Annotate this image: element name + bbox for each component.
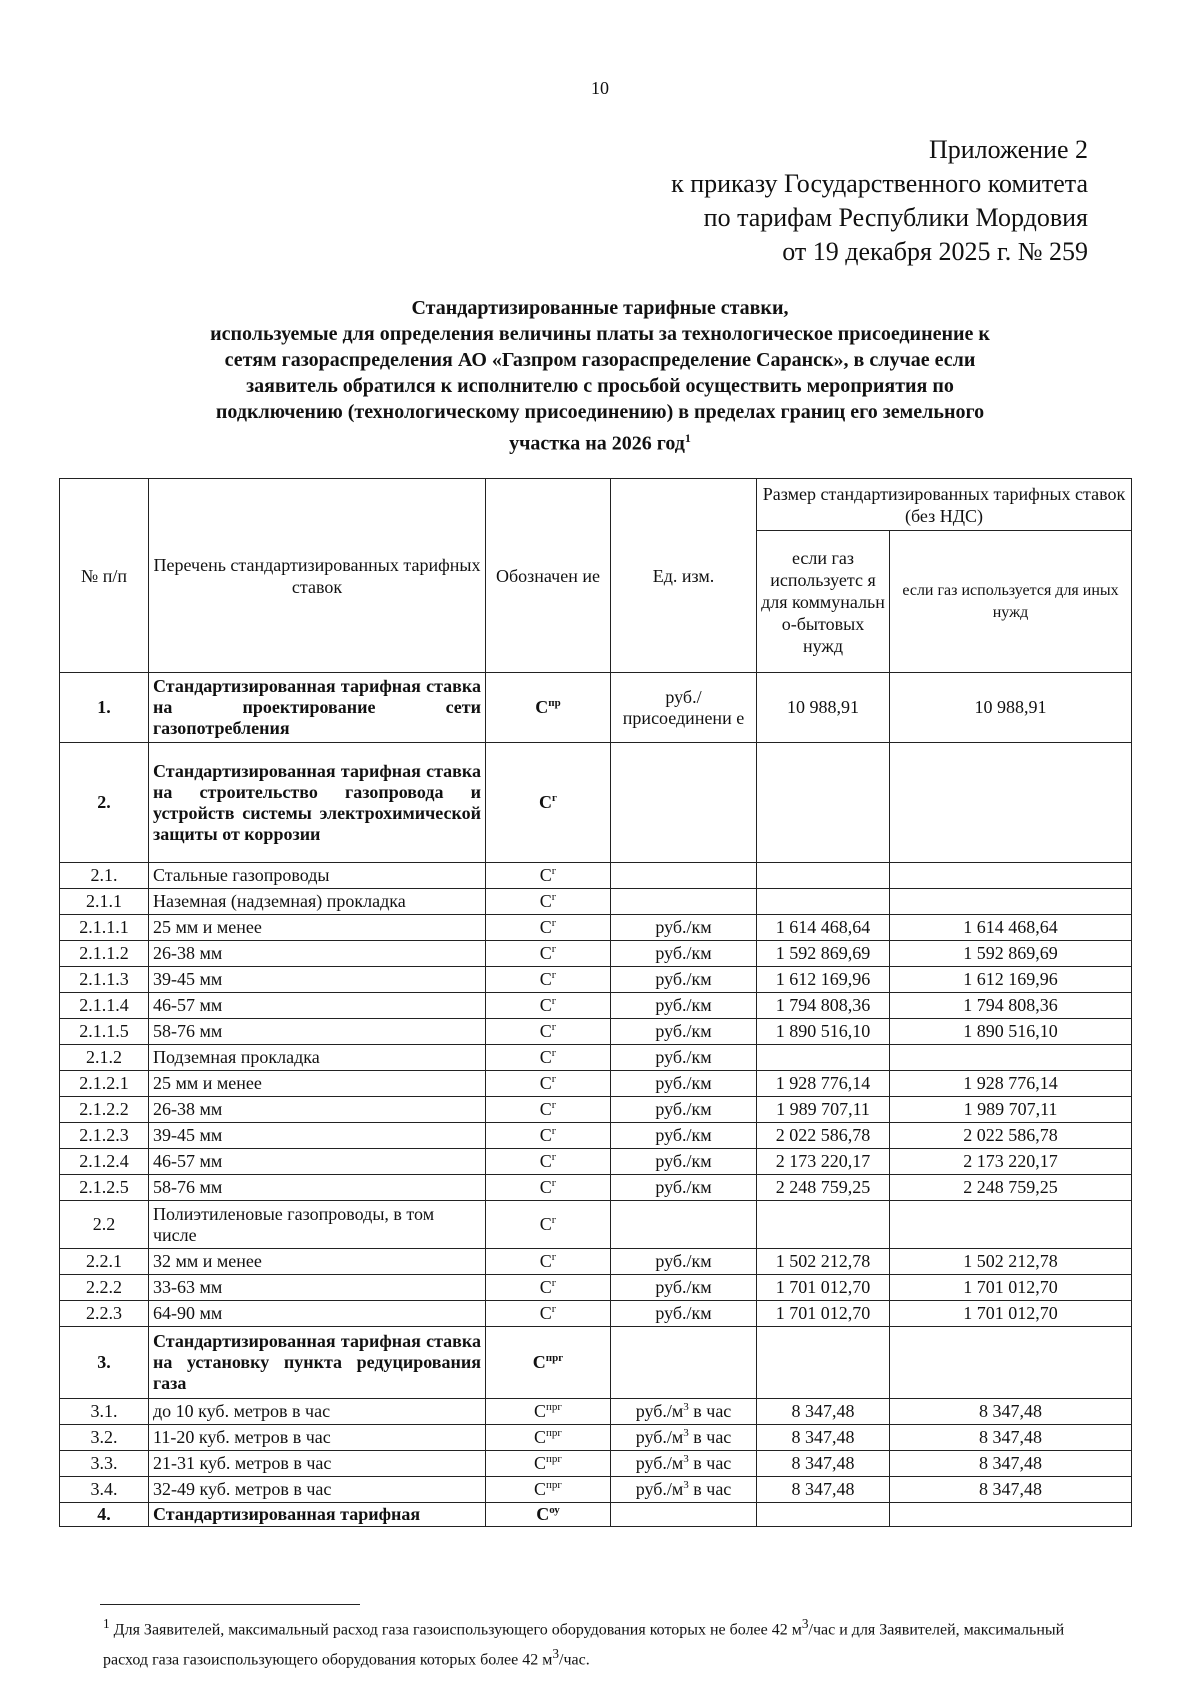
row-name: 26-38 мм — [149, 941, 486, 967]
row-designation — [486, 967, 611, 993]
designation-symbol: С — [539, 1099, 552, 1119]
designation-sup: г — [551, 1277, 557, 1289]
designation-sup: г — [551, 995, 557, 1007]
tariff-table — [59, 478, 1132, 1527]
row-number: 2.1.1.2 — [60, 941, 149, 967]
row-number: 2.1.2.3 — [60, 1123, 149, 1149]
designation-symbol: С — [539, 1277, 552, 1297]
row-name: 32 мм и менее — [149, 1249, 486, 1275]
header-other: если газ используется для иных нужд — [890, 531, 1132, 673]
value-other — [890, 743, 1132, 863]
row-number: 3.1. — [60, 1399, 149, 1425]
value-other: 1 890 516,10 — [890, 1019, 1132, 1045]
row-name: 21-31 куб. метров в час — [149, 1451, 486, 1477]
row-unit — [611, 1327, 757, 1399]
row-unit — [611, 967, 757, 993]
row-name: 25 мм и менее — [149, 1071, 486, 1097]
value-household: 2 248 759,25 — [757, 1175, 890, 1201]
row-designation — [486, 743, 611, 863]
unit-text: руб./м — [635, 1479, 684, 1499]
designation-symbol: С — [539, 943, 552, 963]
unit-sup: 3 — [683, 1479, 689, 1491]
table-row — [60, 1045, 1132, 1071]
designation-sup: г — [551, 1047, 557, 1059]
table-row — [60, 967, 1132, 993]
unit-text: руб./км — [655, 969, 712, 989]
table-row — [60, 1275, 1132, 1301]
row-designation — [486, 1425, 611, 1451]
value-other: 1 701 012,70 — [890, 1301, 1132, 1327]
row-number: 2.2.2 — [60, 1275, 149, 1301]
table-row — [60, 1123, 1132, 1149]
value-other: 1 502 212,78 — [890, 1249, 1132, 1275]
row-unit — [611, 1451, 757, 1477]
table-row — [60, 1149, 1132, 1175]
designation-symbol: С — [539, 1125, 552, 1145]
designation-sup: г — [551, 917, 557, 929]
value-other — [890, 889, 1132, 915]
value-household: 1 890 516,10 — [757, 1019, 890, 1045]
row-unit — [611, 915, 757, 941]
unit-text: руб./м — [635, 1401, 684, 1421]
designation-symbol: С — [534, 1427, 547, 1447]
unit-text: руб./ присоединени е — [622, 686, 745, 728]
row-unit — [611, 673, 757, 743]
table-row — [60, 673, 1132, 743]
row-number: 3.4. — [60, 1477, 149, 1503]
row-unit — [611, 1201, 757, 1249]
row-number: 1. — [60, 673, 149, 743]
designation-sup: г — [551, 1125, 557, 1137]
designation-symbol: С — [532, 1352, 546, 1372]
title-line-5: подключению (технологическому присоединению) в пределах границ его земельного — [215, 401, 985, 423]
row-number: 2.2.1 — [60, 1249, 149, 1275]
row-designation — [486, 673, 611, 743]
designation-sup: г — [551, 891, 557, 903]
value-household: 1 701 012,70 — [757, 1301, 890, 1327]
unit-text: руб./км — [655, 1047, 712, 1067]
row-unit — [611, 993, 757, 1019]
footnote-sup-b: 3 — [552, 1646, 560, 1662]
table-row — [60, 1249, 1132, 1275]
row-name: Стандартизированная тарифная ставка на установку пункта редуцирования газа — [149, 1327, 486, 1399]
designation-sup: прг — [546, 1479, 562, 1491]
appendix-line-3: по тарифам Республики Мордовия — [703, 203, 1088, 232]
table-row — [60, 1097, 1132, 1123]
row-unit — [611, 743, 757, 863]
row-designation — [486, 1175, 611, 1201]
row-unit — [611, 1425, 757, 1451]
row-number: 2.1.1.1 — [60, 915, 149, 941]
designation-symbol: С — [535, 697, 549, 717]
designation-symbol: С — [539, 792, 552, 812]
designation-sup: г — [551, 1214, 557, 1226]
row-number: 2.2 — [60, 1201, 149, 1249]
value-household: 1 928 776,14 — [757, 1071, 890, 1097]
value-other: 8 347,48 — [890, 1425, 1132, 1451]
designation-symbol: С — [539, 1251, 552, 1271]
value-other: 8 347,48 — [890, 1399, 1132, 1425]
unit-text: руб./м — [635, 1453, 684, 1473]
designation-sup: г — [551, 1251, 557, 1263]
header-household: если газ используетс я для коммунальн о-бытовых нужд — [757, 531, 890, 673]
designation-symbol: С — [539, 969, 552, 989]
value-household: 2 173 220,17 — [757, 1149, 890, 1175]
footnote-text-a: Для Заявителей, максимальный расход газа газоиспользующего оборудования которых не более 42 м — [109, 1621, 802, 1639]
unit-text: руб./км — [655, 1125, 712, 1145]
unit-text: руб./м — [635, 1427, 684, 1447]
row-name: 25 мм и менее — [149, 915, 486, 941]
value-household: 2 022 586,78 — [757, 1123, 890, 1149]
table-row — [60, 993, 1132, 1019]
unit-text: руб./км — [655, 1151, 712, 1171]
footnote-mark: 1 — [684, 431, 691, 445]
table-row — [60, 941, 1132, 967]
designation-symbol: С — [534, 1453, 547, 1473]
row-designation — [486, 1451, 611, 1477]
row-number: 2.1. — [60, 863, 149, 889]
row-unit — [611, 863, 757, 889]
designation-sup: г — [551, 1073, 557, 1085]
row-unit — [611, 1123, 757, 1149]
value-other: 10 988,91 — [890, 673, 1132, 743]
designation-symbol: С — [539, 1021, 552, 1041]
designation-symbol: С — [539, 1177, 552, 1197]
row-name: Стандартизированная тарифная ставка на проектирование сети газопотребления — [149, 673, 486, 743]
row-number: 2.1.2.1 — [60, 1071, 149, 1097]
header-size: Размер стандартизированных тарифных ставок (без НДС) — [757, 479, 1132, 531]
value-other: 2 248 759,25 — [890, 1175, 1132, 1201]
table-row — [60, 1201, 1132, 1249]
value-household — [757, 1201, 890, 1249]
designation-sup: г — [551, 969, 557, 981]
footnote-text-c: /час. — [559, 1651, 590, 1669]
table-row — [60, 889, 1132, 915]
value-household: 1 794 808,36 — [757, 993, 890, 1019]
value-household: 8 347,48 — [757, 1399, 890, 1425]
value-household: 10 988,91 — [757, 673, 890, 743]
header-num: № п/п — [60, 479, 149, 673]
value-household — [757, 889, 890, 915]
row-designation — [486, 1071, 611, 1097]
designation-symbol: С — [539, 1047, 552, 1067]
row-designation — [486, 863, 611, 889]
unit-sup: 3 — [683, 1427, 689, 1439]
header-unit: Ед. изм. — [611, 479, 757, 673]
unit-text: руб./км — [655, 1251, 712, 1271]
row-name: 26-38 мм — [149, 1097, 486, 1123]
header-name: Перечень стандартизированных тарифных ставок — [149, 479, 486, 673]
title-line-6-text: участка на 2026 год — [509, 432, 685, 455]
row-designation — [486, 1123, 611, 1149]
table-row — [60, 1071, 1132, 1097]
unit-sup: 3 — [683, 1453, 689, 1465]
unit-tail: в час — [688, 1479, 732, 1499]
appendix-line-2: к приказу Государственного комитета — [671, 169, 1088, 198]
row-unit — [611, 1399, 757, 1425]
value-household: 8 347,48 — [757, 1451, 890, 1477]
value-other: 1 701 012,70 — [890, 1275, 1132, 1301]
row-number: 2.2.3 — [60, 1301, 149, 1327]
row-name: 39-45 мм — [149, 1123, 486, 1149]
value-household: 1 989 707,11 — [757, 1097, 890, 1123]
table-row — [60, 1399, 1132, 1425]
designation-symbol: С — [539, 995, 552, 1015]
unit-tail: в час — [688, 1453, 732, 1473]
designation-symbol: С — [539, 1214, 552, 1234]
row-number: 2.1.1.3 — [60, 967, 149, 993]
designation-sup: оу — [549, 1504, 560, 1516]
row-designation — [486, 1399, 611, 1425]
row-unit — [611, 1071, 757, 1097]
designation-sup: г — [551, 1177, 557, 1189]
value-other: 8 347,48 — [890, 1477, 1132, 1503]
unit-text: руб./км — [655, 1021, 712, 1041]
footnote-sup-a: 3 — [801, 1616, 809, 1631]
row-number: 3.3. — [60, 1451, 149, 1477]
row-unit — [611, 1149, 757, 1175]
value-other — [890, 1045, 1132, 1071]
designation-sup: прг — [546, 1453, 562, 1465]
row-designation — [486, 889, 611, 915]
unit-text: руб./км — [655, 1073, 712, 1093]
row-name: Наземная (надземная) прокладка — [149, 889, 486, 915]
value-other: 1 989 707,11 — [890, 1097, 1132, 1123]
table-row — [60, 915, 1132, 941]
row-number: 2. — [60, 743, 149, 863]
appendix-block — [671, 133, 1088, 269]
title-line-1: Стандартизированные тарифные ставки, — [411, 297, 789, 319]
table-row — [60, 1301, 1132, 1327]
value-household — [757, 1327, 890, 1399]
value-household: 1 612 169,96 — [757, 967, 890, 993]
value-household — [757, 863, 890, 889]
row-number: 2.1.2 — [60, 1045, 149, 1071]
unit-sup: 3 — [683, 1401, 689, 1413]
table-row — [60, 743, 1132, 863]
value-household: 8 347,48 — [757, 1425, 890, 1451]
row-name: Стандартизированная тарифная — [149, 1503, 486, 1527]
row-designation — [486, 941, 611, 967]
title-line-4: заявитель обратился к исполнителю с просьбой осуществить мероприятия по — [246, 375, 954, 397]
page-number: 10 — [591, 78, 609, 98]
designation-sup: г — [551, 943, 557, 955]
footnote-text-b: /час и для Заявителей, максимальный расход газа газоиспользующего оборудования которых более 42 м — [103, 1621, 1065, 1669]
table-row — [60, 1019, 1132, 1045]
row-name: 46-57 мм — [149, 993, 486, 1019]
value-household: 1 502 212,78 — [757, 1249, 890, 1275]
row-unit — [611, 1275, 757, 1301]
row-number: 2.1.2.2 — [60, 1097, 149, 1123]
row-name: Стандартизированная тарифная ставка на строительство газопровода и устройств системы электрохимической защиты от коррозии — [149, 743, 486, 863]
table-row — [60, 863, 1132, 889]
designation-symbol: С — [534, 1479, 547, 1499]
table-row — [60, 1425, 1132, 1451]
row-unit — [611, 1097, 757, 1123]
row-number: 3.2. — [60, 1425, 149, 1451]
table-row — [60, 1503, 1132, 1527]
row-designation — [486, 1097, 611, 1123]
designation-symbol: С — [539, 917, 552, 937]
row-unit — [611, 1503, 757, 1527]
row-number: 2.1.2.5 — [60, 1175, 149, 1201]
row-unit — [611, 1045, 757, 1071]
value-other — [890, 1327, 1132, 1399]
value-household — [757, 1045, 890, 1071]
title-line-6 — [110, 425, 1090, 457]
appendix-line-1: Приложение 2 — [928, 135, 1088, 164]
row-number: 2.1.1.5 — [60, 1019, 149, 1045]
designation-symbol: С — [539, 1151, 552, 1171]
row-designation — [486, 1503, 611, 1527]
value-other — [890, 1201, 1132, 1249]
unit-tail: в час — [688, 1427, 732, 1447]
row-name: 11-20 куб. метров в час — [149, 1425, 486, 1451]
row-designation — [486, 1045, 611, 1071]
designation-symbol: С — [539, 1073, 552, 1093]
designation-sup: прг — [545, 1352, 564, 1364]
row-name: Полиэтиленовые газопроводы, в том числе — [149, 1201, 486, 1249]
row-name: 58-76 мм — [149, 1019, 486, 1045]
value-household: 1 614 468,64 — [757, 915, 890, 941]
unit-text: руб./км — [655, 1303, 712, 1323]
row-unit — [611, 941, 757, 967]
designation-symbol: С — [539, 865, 552, 885]
row-unit — [611, 1175, 757, 1201]
row-designation — [486, 993, 611, 1019]
row-designation — [486, 915, 611, 941]
row-number: 2.1.1.4 — [60, 993, 149, 1019]
value-household: 1 701 012,70 — [757, 1275, 890, 1301]
row-name: 64-90 мм — [149, 1301, 486, 1327]
row-unit — [611, 1019, 757, 1045]
row-unit — [611, 889, 757, 915]
row-designation — [486, 1301, 611, 1327]
row-name: до 10 куб. метров в час — [149, 1399, 486, 1425]
value-other: 2 022 586,78 — [890, 1123, 1132, 1149]
unit-text: руб./км — [655, 917, 712, 937]
designation-symbol: С — [534, 1401, 547, 1421]
footnote — [103, 1612, 1103, 1673]
designation-sup: г — [551, 1151, 557, 1163]
row-name: 32-49 куб. метров в час — [149, 1477, 486, 1503]
value-other: 1 614 468,64 — [890, 915, 1132, 941]
value-other: 8 347,48 — [890, 1451, 1132, 1477]
designation-sup: г — [551, 1099, 557, 1111]
row-designation — [486, 1477, 611, 1503]
value-household — [757, 743, 890, 863]
table-body — [60, 673, 1132, 1527]
unit-tail: в час — [688, 1401, 732, 1421]
footnote-divider — [100, 1604, 360, 1605]
row-number: 4. — [60, 1503, 149, 1527]
value-other: 1 592 869,69 — [890, 941, 1132, 967]
row-name: 46-57 мм — [149, 1149, 486, 1175]
document-title — [110, 295, 1090, 457]
value-household: 8 347,48 — [757, 1477, 890, 1503]
unit-text: руб./км — [655, 1277, 712, 1297]
designation-sup: г — [552, 792, 557, 804]
unit-text: руб./км — [655, 943, 712, 963]
value-other: 1 928 776,14 — [890, 1071, 1132, 1097]
value-other: 1 794 808,36 — [890, 993, 1132, 1019]
row-name: 33-63 мм — [149, 1275, 486, 1301]
row-designation — [486, 1275, 611, 1301]
header-designation: Обозначен ие — [486, 479, 611, 673]
title-line-2: используемые для определения величины платы за технологическое присоединение к — [210, 323, 990, 345]
value-other: 1 612 169,96 — [890, 967, 1132, 993]
designation-sup: прг — [546, 1401, 562, 1413]
row-designation — [486, 1249, 611, 1275]
row-designation — [486, 1327, 611, 1399]
table-row — [60, 1175, 1132, 1201]
row-unit — [611, 1301, 757, 1327]
designation-symbol: С — [539, 1303, 552, 1323]
designation-sup: г — [551, 1021, 557, 1033]
unit-text: руб./км — [655, 1099, 712, 1119]
value-other — [890, 863, 1132, 889]
row-unit — [611, 1249, 757, 1275]
value-other: 2 173 220,17 — [890, 1149, 1132, 1175]
row-number: 2.1.1 — [60, 889, 149, 915]
table-row — [60, 1451, 1132, 1477]
table-row — [60, 1477, 1132, 1503]
table-row — [60, 1327, 1132, 1399]
unit-text: руб./км — [655, 1177, 712, 1197]
appendix-line-4: от 19 декабря 2025 г. № 259 — [782, 237, 1088, 266]
footnote-number: 1 — [103, 1616, 110, 1631]
value-other — [890, 1503, 1132, 1527]
value-household — [757, 1503, 890, 1527]
unit-text: руб./км — [655, 995, 712, 1015]
header-row-1 — [60, 479, 1132, 531]
row-name: 39-45 мм — [149, 967, 486, 993]
row-designation — [486, 1149, 611, 1175]
value-household: 1 592 869,69 — [757, 941, 890, 967]
title-line-3: сетям газораспределения АО «Газпром газораспределение Саранск», в случае если — [224, 349, 976, 371]
row-name: Стальные газопроводы — [149, 863, 486, 889]
row-number: 2.1.2.4 — [60, 1149, 149, 1175]
row-name: 58-76 мм — [149, 1175, 486, 1201]
row-unit — [611, 1477, 757, 1503]
designation-sup: г — [551, 1303, 557, 1315]
designation-symbol: С — [536, 1504, 550, 1524]
designation-sup: прг — [546, 1427, 562, 1439]
designation-symbol: С — [539, 891, 552, 911]
designation-sup: г — [551, 865, 557, 877]
designation-sup: пр — [548, 697, 561, 709]
row-designation — [486, 1201, 611, 1249]
row-number: 3. — [60, 1327, 149, 1399]
row-designation — [486, 1019, 611, 1045]
row-name: Подземная прокладка — [149, 1045, 486, 1071]
